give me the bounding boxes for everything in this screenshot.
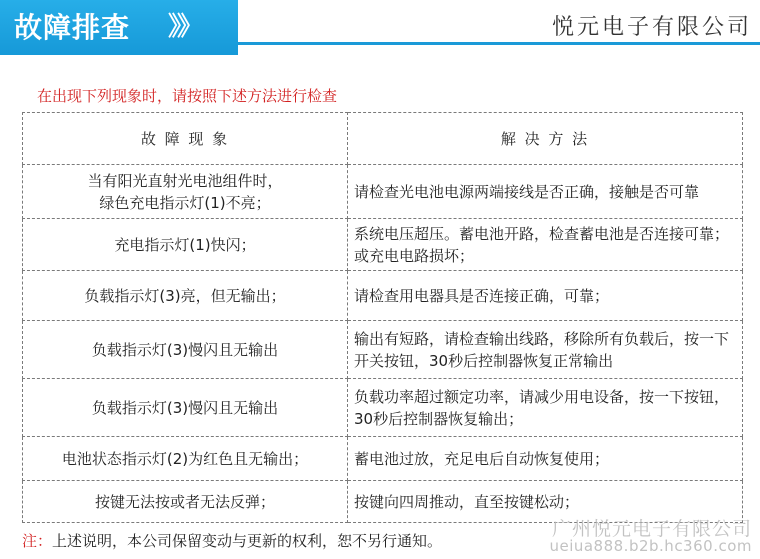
table-row: [23, 271, 743, 321]
watermark-text: 广州悦元电子有限公司: [551, 518, 752, 540]
table-row: [23, 219, 743, 271]
symptom-cell: 电池状态指示灯(2)为红色且无输出；: [23, 437, 348, 481]
solution-cell: 请检查用电器具是否连接正确，可靠；: [348, 271, 743, 321]
solution-cell: 负载功率超过额定功率，请减少用电设备，按一下按钮，30秒后控制器恢复输出；: [348, 379, 743, 437]
intro-text: 在出现下列现象时，请按照下述方法进行检查: [37, 87, 338, 105]
symptom-line: 绿色充电指示灯(1)不亮；: [99, 193, 271, 212]
column-header-solution: 解 决 方 法: [348, 113, 743, 165]
table-header-row: [23, 113, 743, 165]
note-label: 注：: [22, 532, 53, 550]
table-row: [23, 379, 743, 437]
footer-note: [22, 530, 442, 551]
symptom-cell: 负载指示灯(3)慢闪且无输出: [23, 379, 348, 437]
symptom-cell: 负载指示灯(3)亮，但无输出；: [23, 271, 348, 321]
symptom-cell: 按键无法按或者无法反弹；: [23, 481, 348, 523]
page-title: 故障排查: [14, 11, 131, 44]
symptom-cell: 充电指示灯(1)快闪；: [23, 219, 348, 271]
company-name: 悦元电子有限公司: [551, 15, 752, 40]
symptom-cell: [23, 165, 348, 219]
table-row: [23, 321, 743, 379]
watermark-url: ueiua888.b2b.hc360.com: [549, 537, 752, 555]
solution-cell: 系统电压超压。蓄电池开路，检查蓄电池是否连接可靠；或充电电路损坏；: [348, 219, 743, 271]
symptom-line: 当有阳光直射光电池组件时，: [87, 171, 283, 190]
double-chevron-right-icon: 》》: [168, 12, 200, 42]
note-text: 上述说明，本公司保留变动与更新的权利，恕不另行通知。: [52, 532, 443, 550]
symptom-cell: 负载指示灯(3)慢闪且无输出: [23, 321, 348, 379]
troubleshooting-table: [22, 112, 743, 523]
solution-cell: 按键向四周推动，直至按键松动；: [348, 481, 743, 523]
header-banner: [0, 0, 238, 55]
table-row: [23, 165, 743, 219]
solution-cell: 输出有短路，请检查输出线路，移除所有负载后，按一下开关按钮，30秒后控制器恢复正常输出: [348, 321, 743, 379]
table-row: [23, 437, 743, 481]
header-divider: [238, 42, 760, 45]
column-header-symptom: 故 障 现 象: [23, 113, 348, 165]
solution-cell: 蓄电池过放，充足电后自动恢复使用；: [348, 437, 743, 481]
solution-cell: 请检查光电池电源两端接线是否正确，接触是否可靠: [348, 165, 743, 219]
